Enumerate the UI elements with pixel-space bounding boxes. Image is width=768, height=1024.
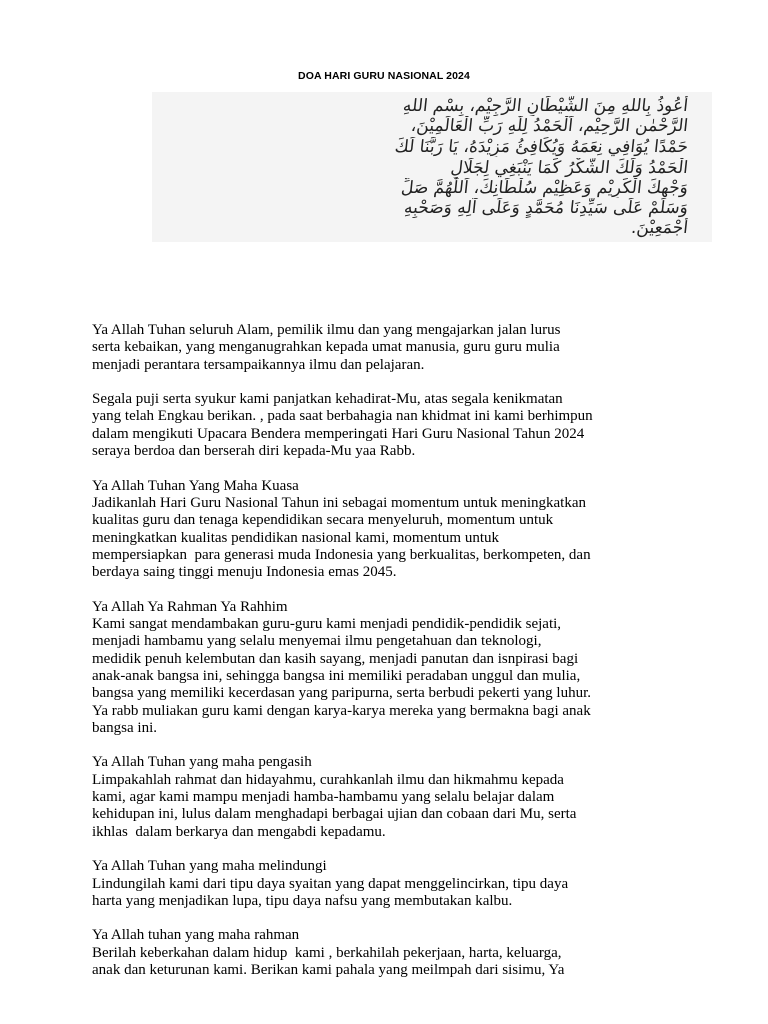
text-line: Ya Allah Tuhan seluruh Alam, pemilik ilmu dan yang mengajarkan jalan lurus (92, 322, 561, 338)
text-line: kualitas guru dan tenaga kependidikan secara menyeluruh, momentum untuk (92, 512, 554, 529)
text-line: menjadi perantara tersampaikannya ilmu dan pelajaran. (92, 356, 425, 373)
text-line: ikhlas dalam berkarya dan mengabdi kepadamu. (92, 823, 386, 840)
section-heading: Ya Allah Tuhan Yang Maha Kuasa (92, 477, 299, 494)
text-line: bangsa ini. (92, 719, 157, 736)
text-line: medidik penuh kelembutan dan kasih sayang, menjadi panutan dan isnpirasi bagi (92, 650, 579, 667)
text-line: harta yang menjadikan lupa, tipu daya nafsu yang membutakan kalbu. (92, 892, 513, 909)
text-line: Segala puji serta syukur kami panjatkan kehadirat-Mu, atas segala kenikmatan (92, 391, 563, 408)
text-line: menjadi hambamu yang selalu menyemai ilmu pengetahuan dan teknologi, (92, 633, 542, 650)
section-heading: Ya Allah tuhan yang maha rahman (92, 927, 300, 944)
paragraph-maha-kuasa (92, 478, 692, 582)
section-heading: Ya Allah Tuhan yang maha melindungi (92, 858, 327, 875)
text-line: bangsa yang memiliki kecerdasan yang paripurna, serta berbudi pekerti yang luhur. (92, 685, 591, 702)
arabic-line: حَمْدًا يُوَافِي نِعَمَهُ وَيُكَافِئُ مَزِيْدَهُ، يَا رَبَّنَا لَكَ (393, 137, 690, 157)
paragraph-opening (92, 322, 692, 374)
section-heading: Ya Allah Ya Rahman Ya Rahhim (92, 598, 288, 615)
text-line: anak dan keturunan kami. Berikan kami pahala yang meilmpah dari sisimu, Ya (92, 961, 565, 978)
text-line: Ya rabb muliakan guru kami dengan karya-karya mereka yang bermakna bagi anak (92, 702, 591, 719)
arabic-line: وَسَلِّمْ عَلَى سَيِّدِنَا مُحَمَّدٍ وَعَلَى آلِهِ وَصَحْبِهِ (403, 198, 690, 218)
arabic-prayer-image (152, 92, 712, 242)
arabic-line: الرَّحْمٰنِ الرَّحِيْمِ، اَلْحَمْدُ لِلّٰهِ رَبِّ الْعَالَمِيْنَ، (410, 116, 690, 136)
text-line: seraya berdoa dan berserah diri kepada-Mu yaa Rabb. (92, 443, 416, 460)
paragraph-rahman-rahim (92, 599, 692, 737)
prayer-body (92, 322, 692, 997)
text-line: Berilah keberkahan dalam hidup kami , berkahilah pekerjaan, harta, keluarga, (92, 944, 562, 961)
paragraph-maha-pengasih (92, 754, 692, 840)
text-line: kami, agar kami mampu menjadi hamba-hambamu yang selalu belajar dalam (92, 789, 555, 806)
text-line: anak-anak bangsa ini, sehingga bangsa ini memiliki peradaban unggul dan mulia, (92, 667, 581, 684)
text-line: Lindungilah kami dari tipu daya syaitan yang dapat menggelincirkan, tipu daya (92, 875, 569, 892)
text-line: yang telah Engkau berikan. , pada saat berbahagia nan khidmat ini kami berhimpun (92, 408, 593, 425)
arabic-line: الْحَمْدُ وَلَكَ الشُّكْرُ كَمَا يَنْبَغِي لِجَلَالِ (449, 158, 690, 178)
text-line: kehidupan ini, lulus dalam menghadapi berbagai ujian dan cobaan dari Mu, serta (92, 806, 577, 823)
paragraph-maha-rahman (92, 927, 692, 979)
paragraph-gratitude (92, 391, 692, 460)
text-line: dalam mengikuti Upacara Bendera memperingati Hari Guru Nasional Tahun 2024 (92, 425, 585, 442)
section-heading: Ya Allah Tuhan yang maha pengasih (92, 754, 312, 771)
arabic-line: أَعُوذُ بِاللهِ مِنَ الشَّيْطَانِ الرَّجِيْمِ، بِسْمِ اللهِ (402, 96, 690, 116)
paragraph-maha-melindungi (92, 858, 692, 910)
arabic-line: وَجْهِكَ الْكَرِيْمِ وَعَظِيْمِ سُلْطَانِكَ، اَللّٰهُمَّ صَلِّ (400, 178, 690, 198)
text-line: Jadikanlah Hari Guru Nasional Tahun ini sebagai momentum untuk meningkatkan (92, 494, 586, 511)
text-line: meningkatkan kualitas pendidikan nasional kami, momentum untuk (92, 529, 500, 546)
text-line: mempersiapkan para generasi muda Indonesia yang berkualitas, berkompeten, dan (92, 546, 591, 563)
text-line: Limpakahlah rahmat dan hidayahmu, curahkanlah ilmu dan hikmahmu kepada (92, 771, 564, 788)
arabic-line: أَجْمَعِيْنَ. (630, 218, 690, 238)
document-title: DOA HARI GURU NASIONAL 2024 (298, 70, 470, 82)
text-line: serta kebaikan, yang menganugrahkan kepada umat manusia, guru guru mulia (92, 339, 560, 356)
text-line: berdaya saing tinggi menuju Indonesia emas 2045. (92, 564, 397, 581)
text-line: Kami sangat mendambakan guru-guru kami menjadi pendidik-pendidik sejati, (92, 616, 562, 633)
